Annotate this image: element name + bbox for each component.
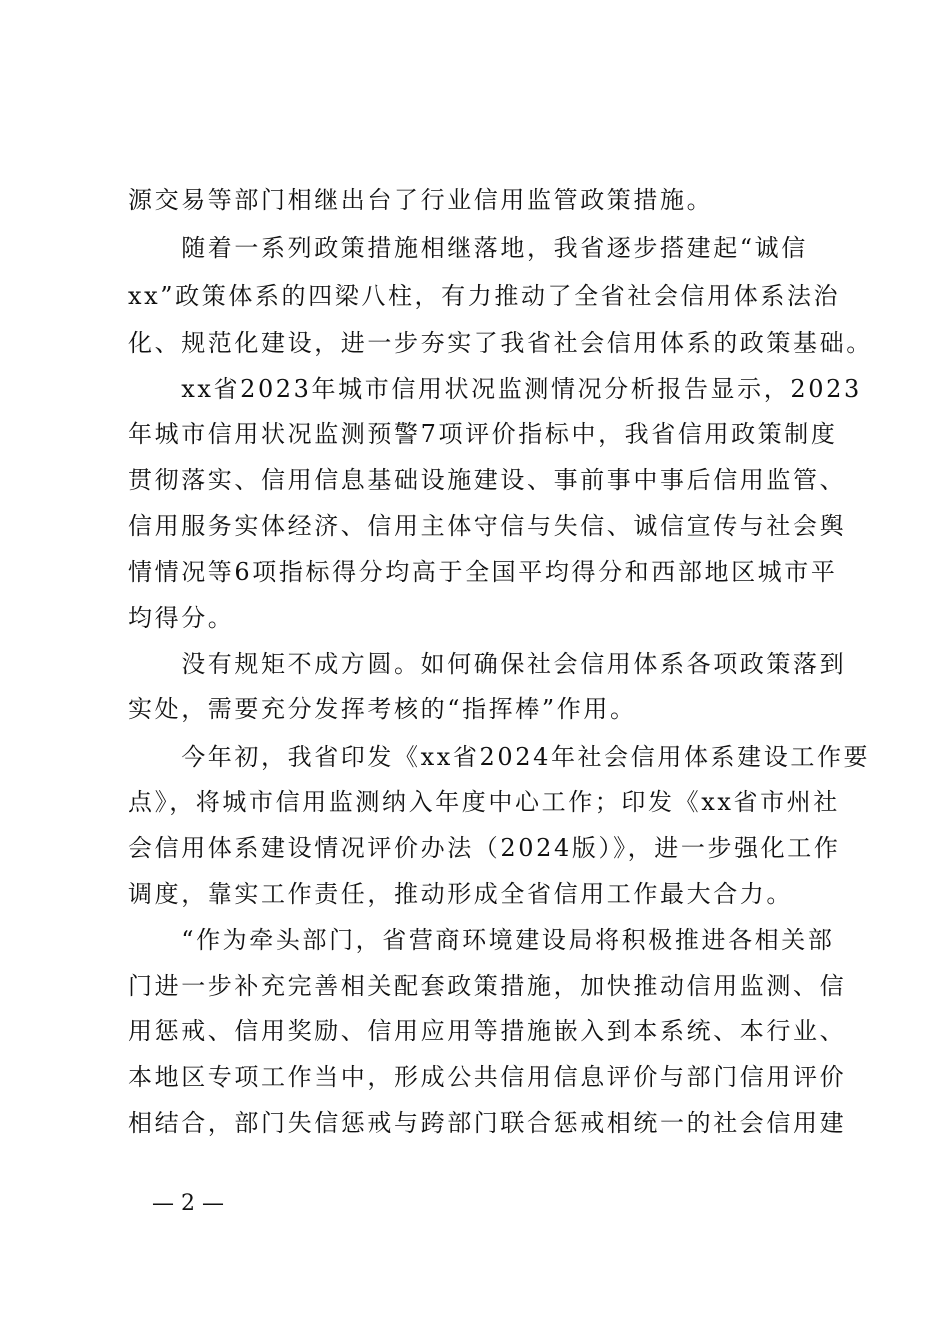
page-number: — 2 — <box>152 1191 224 1216</box>
body-text-line: 相结合，部门失信惩戒与跨部门联合惩戒相统一的社会信用建 <box>128 1109 847 1137</box>
body-text-line: 贯彻落实、信用信息基础设施建设、事前事中事后信用监管、 <box>128 466 847 494</box>
body-text-line: 化、规范化建设，进一步夯实了我省社会信用体系的政策基础。 <box>128 329 873 357</box>
body-text-line: xx省2023年城市信用状况监测情况分析报告显示，2023 <box>128 375 862 403</box>
body-text-line: 随着一系列政策措施相继落地，我省逐步搭建起“诚信 <box>128 234 808 262</box>
body-text-line: “作为牵头部门，省营商环境建设局将积极推进各相关部 <box>128 926 835 954</box>
body-text-line: 本地区专项工作当中，形成公共信用信息评价与部门信用评价 <box>128 1063 847 1091</box>
body-text-line: 没有规矩不成方圆。如何确保社会信用体系各项政策落到 <box>128 650 847 678</box>
body-text-line: 情情况等6项指标得分均高于全国平均得分和西部地区城市平 <box>128 558 838 586</box>
body-text-line: 门进一步补充完善相关配套政策措施，加快推动信用监测、信 <box>128 972 847 1000</box>
body-text-line: 年城市信用状况监测预警7项评价指标中，我省信用政策制度 <box>128 420 838 448</box>
body-text-line: 实处，需要充分发挥考核的“指挥棒”作用。 <box>128 695 637 723</box>
body-text-line: 源交易等部门相继出台了行业信用监管政策措施。 <box>128 186 714 214</box>
body-text-line: 用惩戒、信用奖励、信用应用等措施嵌入到本系统、本行业、 <box>128 1017 847 1045</box>
body-text-line: xx”政策体系的四梁八柱，有力推动了全省社会信用体系法治 <box>128 282 841 310</box>
body-text-line: 会信用体系建设情况评价办法（2024版）》，进一步强化工作 <box>128 834 841 862</box>
body-text-line: 调度，靠实工作责任，推动形成全省信用工作最大合力。 <box>128 880 793 908</box>
body-text-line: 点》，将城市信用监测纳入年度中心工作；印发《xx省市州社 <box>128 788 840 816</box>
body-text-line: 信用服务实体经济、信用主体守信与失信、诚信宣传与社会舆 <box>128 512 847 540</box>
body-text-line: 今年初，我省印发《xx省2024年社会信用体系建设工作要 <box>128 743 871 771</box>
body-text-line: 均得分。 <box>128 604 235 632</box>
